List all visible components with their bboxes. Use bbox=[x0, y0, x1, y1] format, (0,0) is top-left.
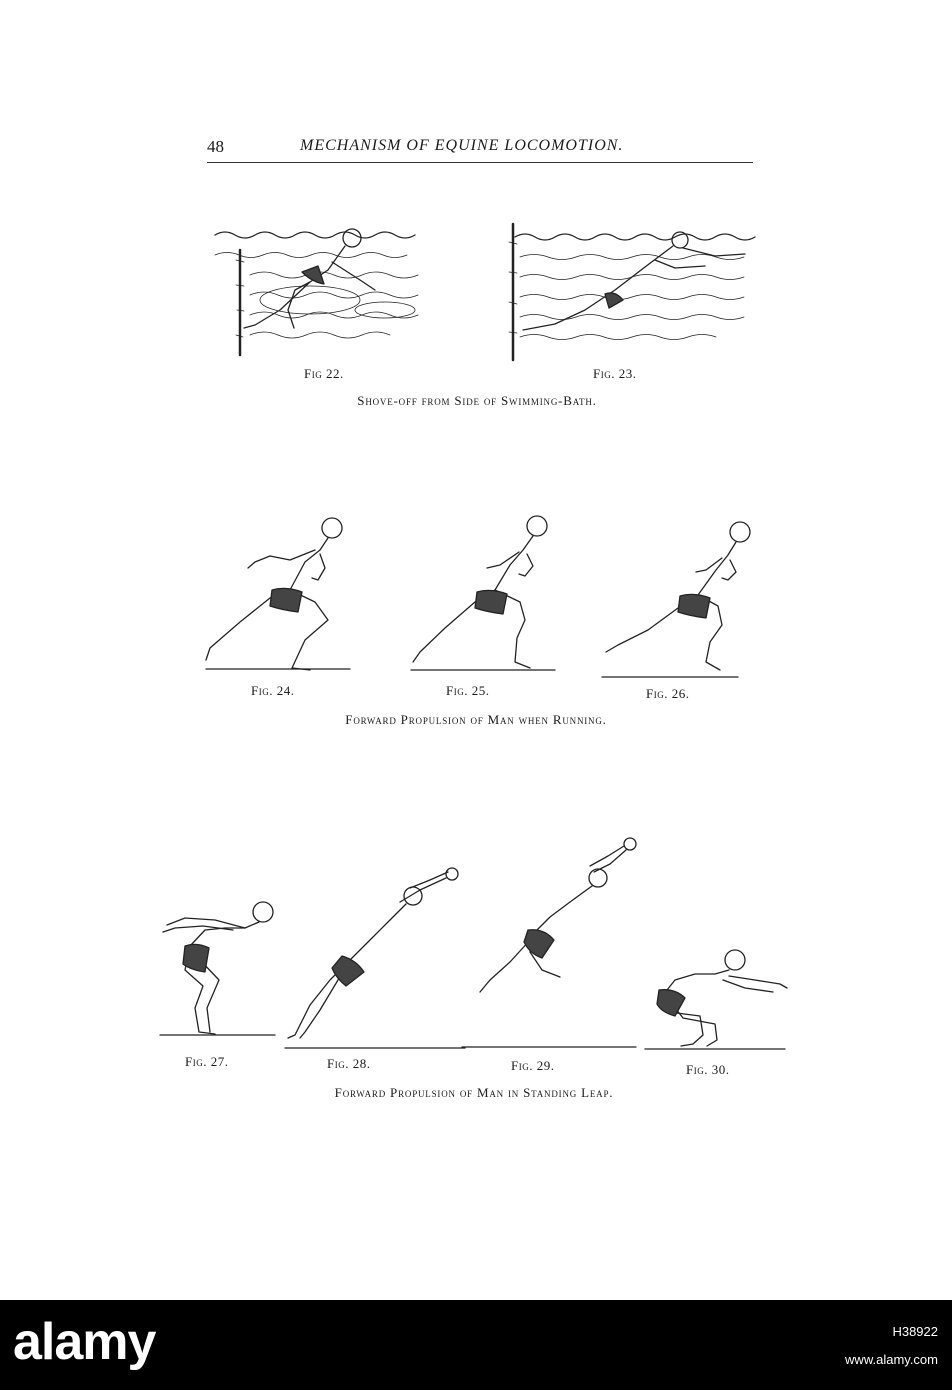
fig-27-leaper-illustration bbox=[155, 890, 280, 1040]
fig-23-swimmer-illustration bbox=[505, 212, 755, 362]
header-rule bbox=[207, 162, 753, 163]
fig-24-label: Fig. 24. bbox=[251, 683, 295, 698]
fig-29-ground-line bbox=[460, 1045, 640, 1049]
fig-28-label: Fig. 28. bbox=[327, 1056, 371, 1071]
fig-25-label: Fig. 25. bbox=[446, 683, 490, 698]
running-title: MECHANISM OF EQUINE LOCOMOTION. bbox=[300, 137, 624, 154]
fig-28-leaper-illustration bbox=[280, 860, 470, 1050]
running-caption: Forward Propulsion of Man when Running. bbox=[345, 712, 607, 727]
fig-23-label: Fig. 23. bbox=[593, 366, 637, 381]
image-id: H38922 bbox=[892, 1324, 938, 1339]
fig-25-runner-illustration bbox=[405, 510, 565, 675]
fig-27-label: Fig. 27. bbox=[185, 1054, 229, 1069]
fig-30-leaper-illustration bbox=[645, 940, 790, 1055]
swimming-caption: Shove-off from Side of Swimming-Bath. bbox=[357, 393, 597, 408]
fig-26-label: Fig. 26. bbox=[646, 686, 690, 701]
fig-29-label: Fig. 29. bbox=[511, 1058, 555, 1073]
fig-22-label: Fig 22. bbox=[304, 366, 344, 381]
alamy-logo[interactable] bbox=[13, 1312, 155, 1372]
fig-26-runner-illustration bbox=[598, 510, 763, 675]
site-url[interactable]: www.alamy.com bbox=[845, 1352, 938, 1367]
fig-24-runner-illustration bbox=[200, 510, 360, 675]
fig-30-label: Fig. 30. bbox=[686, 1062, 730, 1077]
leap-caption: Forward Propulsion of Man in Standing Leap. bbox=[334, 1085, 614, 1100]
page-number: 48 bbox=[207, 137, 224, 156]
fig-29-leaper-illustration bbox=[470, 832, 645, 1012]
fig-22-swimmer-illustration bbox=[210, 210, 430, 360]
alamy-logo-text: alamy bbox=[13, 1313, 156, 1371]
